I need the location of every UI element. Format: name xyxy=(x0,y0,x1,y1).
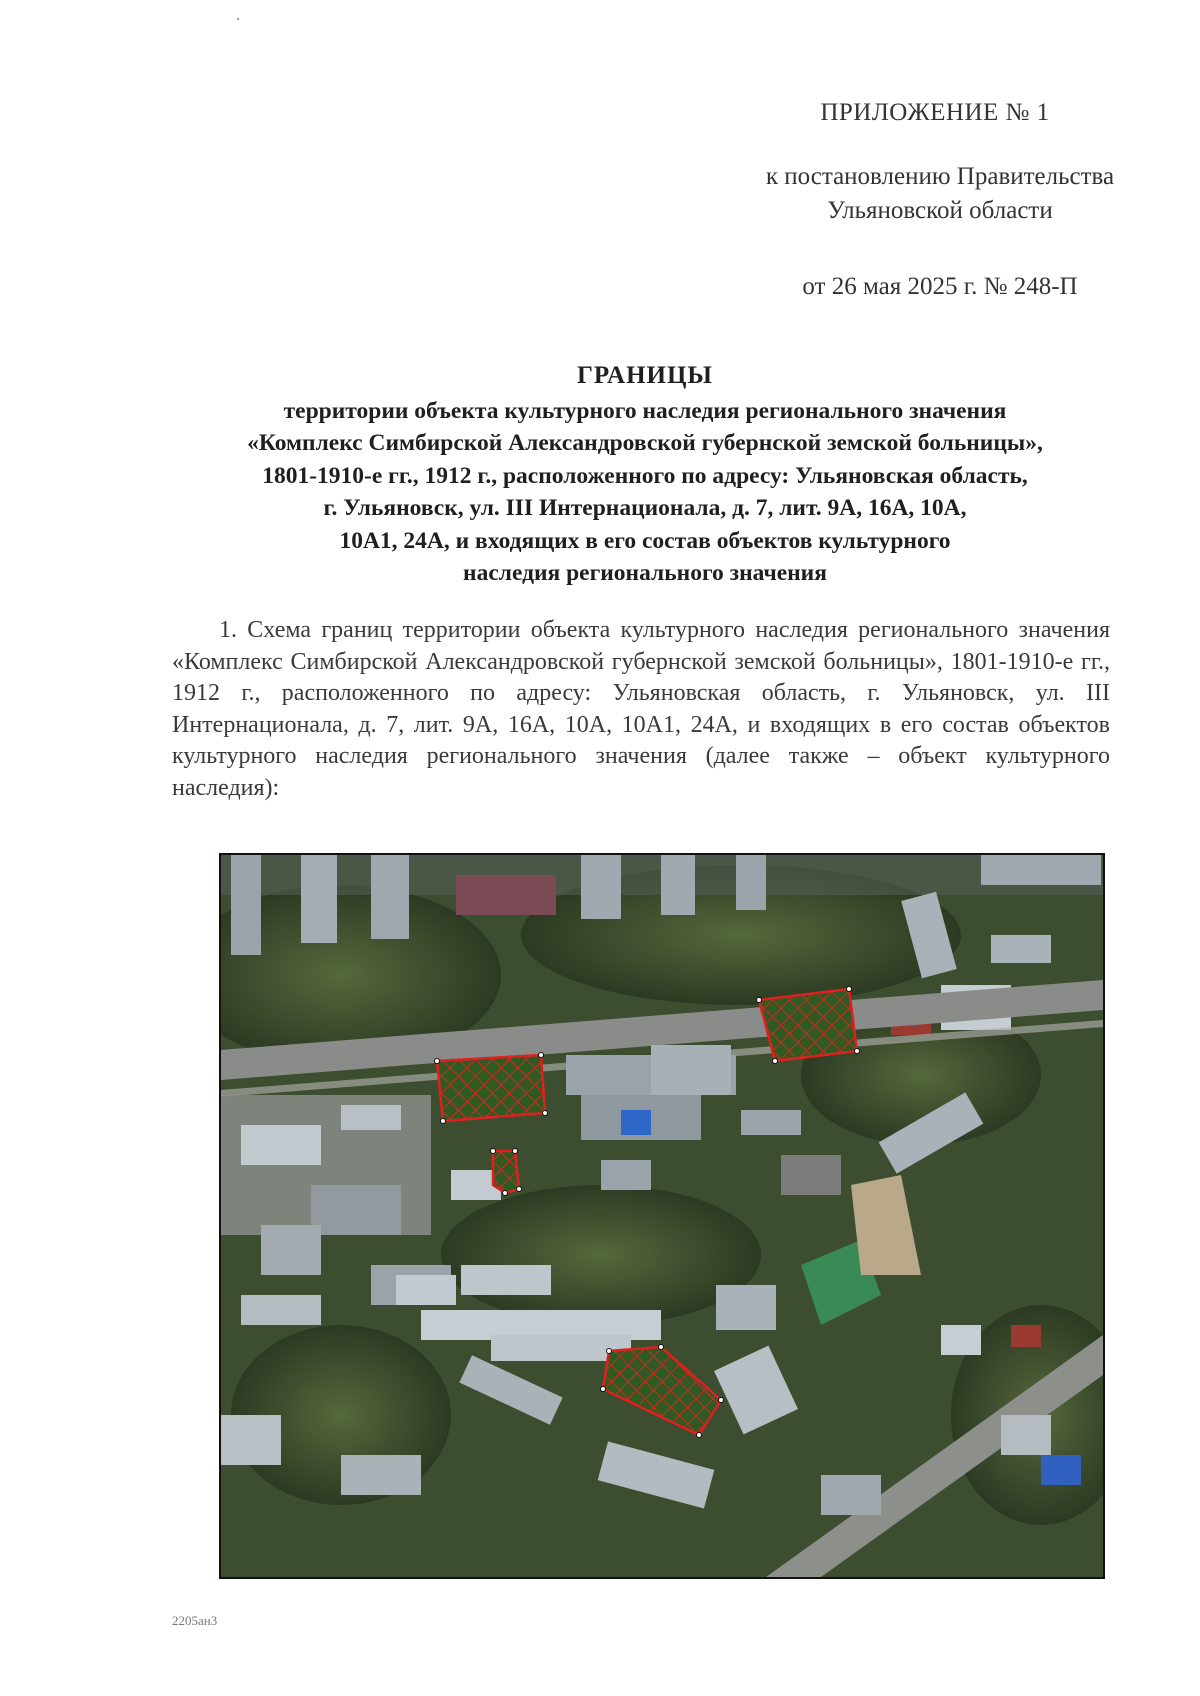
building xyxy=(941,1325,981,1355)
building xyxy=(581,855,621,919)
building xyxy=(461,1265,551,1295)
title-line-4: г. Ульяновск, ул. III Интернационала, д. 7, лит. 9А, 16А, 10А, xyxy=(323,495,967,521)
building xyxy=(781,1155,841,1195)
title-line-5: 10А1, 24А, и входящих в его состав объектов культурного xyxy=(339,527,951,554)
title-line-2: «Комплекс Симбирской Александровской губернской земской больницы», xyxy=(247,430,1043,456)
building xyxy=(371,855,409,939)
building xyxy=(301,855,337,943)
body-paragraph: 1. Схема границ территории объекта культурного наследия регионального значения «Комплекс Симбирской Александровской губернской земской больницы», 1801-1910-е гг., 1912 г., расположенного по адресу: Ульяновская область, г. Ульяновск, ул. III Интернационала, д. 7, лит. 9А, 16А, 10А, 10А1, 24А, и входящих в его состав объектов культурного наследия регионального значения (далее также – объект культурного наследия): xyxy=(172,617,1110,801)
building xyxy=(821,1475,881,1515)
appendix-title: ПРИЛОЖЕНИЕ № 1 xyxy=(820,99,1050,126)
boundary-zone-1 xyxy=(437,1055,545,1121)
building xyxy=(981,855,1101,885)
building xyxy=(241,1125,321,1165)
decree-line-1: к постановлению Правительства xyxy=(765,163,1115,190)
boundary-zone-3 xyxy=(493,1151,519,1193)
footer-code: 2205ан3 xyxy=(172,1613,218,1628)
aerial-map xyxy=(219,853,1105,1579)
building xyxy=(716,1285,776,1330)
boundary-zone-2 xyxy=(759,989,857,1061)
building xyxy=(601,1160,651,1190)
aerial-map-svg xyxy=(221,855,1103,1577)
building xyxy=(221,1415,281,1465)
building xyxy=(341,1455,421,1495)
building xyxy=(741,1110,801,1135)
decree-line-2: Ульяновской области xyxy=(827,197,1053,224)
building xyxy=(231,855,261,955)
building-blue-roof xyxy=(621,1110,651,1135)
building xyxy=(736,855,766,910)
building xyxy=(241,1295,321,1325)
title-line-3: 1801-1910-е гг., 1912 г., расположенного по адресу: Ульяновская область, xyxy=(262,462,1028,489)
building-blue-roof xyxy=(1041,1455,1081,1485)
building xyxy=(396,1275,456,1305)
building xyxy=(456,875,556,915)
decree-reference xyxy=(740,160,1140,228)
document-title xyxy=(150,360,1140,590)
building xyxy=(261,1225,321,1275)
building xyxy=(651,1045,731,1095)
building xyxy=(1001,1415,1051,1455)
scan-speck xyxy=(237,18,239,20)
decree-date: от 26 мая 2025 г. № 248-П xyxy=(802,273,1078,300)
building xyxy=(991,935,1051,963)
building xyxy=(1011,1325,1041,1347)
building xyxy=(311,1185,401,1235)
building xyxy=(661,855,695,915)
title-line-1: территории объекта культурного наследия регионального значения xyxy=(283,397,1007,424)
building xyxy=(341,1105,401,1130)
title-line-6: наследия регионального значения xyxy=(463,560,827,586)
title-main: ГРАНИЦЫ xyxy=(577,362,713,389)
